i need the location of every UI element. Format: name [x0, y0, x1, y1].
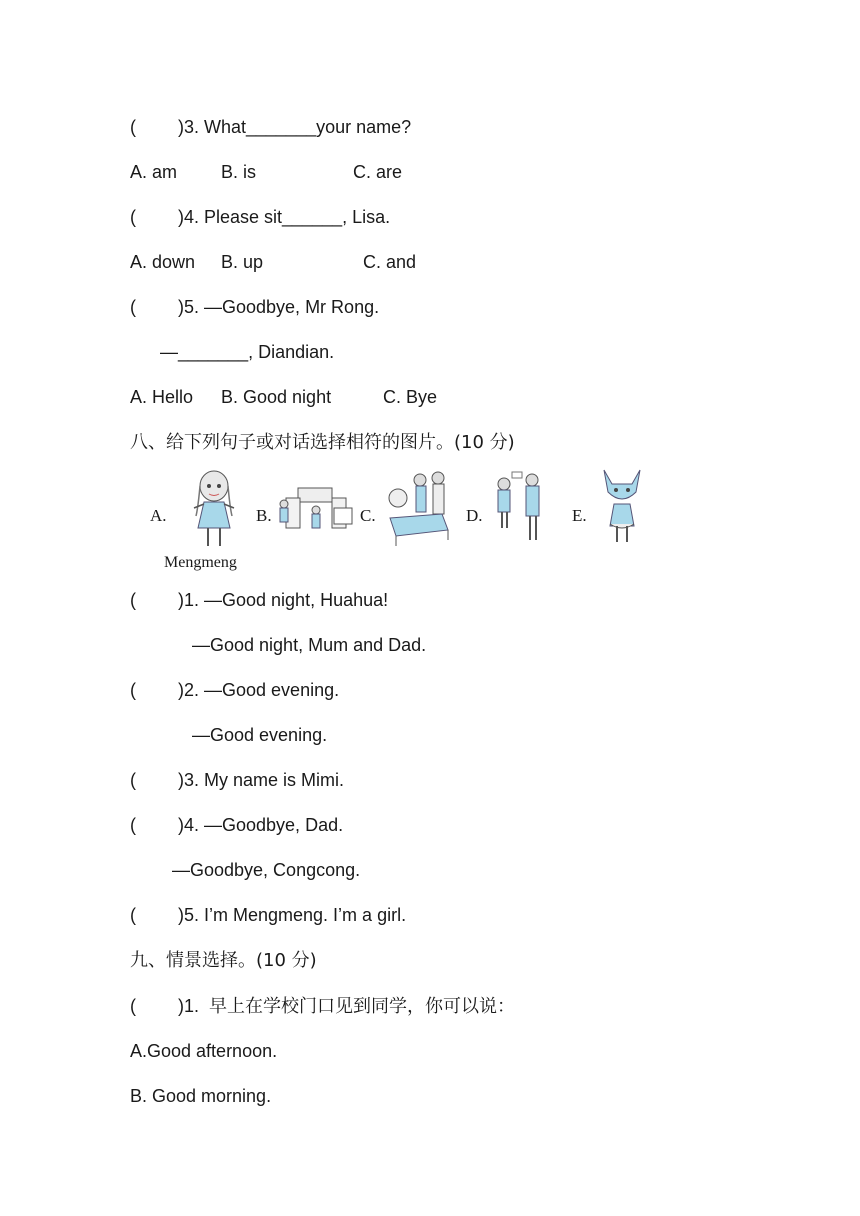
bedroom-picture [384, 468, 452, 548]
s8-question-1 [130, 588, 388, 612]
question-5-reply: —_______, Diandian. [160, 342, 335, 362]
picture-caption-a: Mengmeng [164, 554, 237, 571]
question-text: )2. —Good evening. [178, 680, 340, 700]
option-b: B. Good night [221, 387, 332, 407]
option-b: B. up [221, 252, 264, 272]
picture-label-b: B. [256, 506, 272, 525]
option-c: C. Bye [383, 387, 438, 407]
answer-paren[interactable]: ( [130, 770, 136, 790]
question-text: )3. My name is Mimi. [178, 770, 345, 790]
answer-paren[interactable]: ( [130, 905, 136, 925]
option-a: A. down [130, 252, 196, 272]
picture-label-c: C. [360, 506, 376, 525]
section-8-heading: 八、给下列句子或对话选择相符的图片。(10 分) [130, 432, 515, 453]
girl-picture [188, 468, 240, 552]
answer-paren[interactable]: ( [130, 996, 136, 1016]
cat-picture [598, 466, 646, 546]
question-text: )4. —Goodbye, Dad. [178, 815, 344, 835]
option-b: B. is [221, 162, 257, 182]
question-5 [130, 295, 379, 319]
answer-paren[interactable]: ( [130, 207, 136, 227]
question-text: )3. What_______your name? [178, 117, 412, 137]
parent-child-picture [492, 470, 548, 544]
picture-label-d: D. [466, 506, 483, 525]
option-c: C. are [353, 162, 403, 182]
s8-question-1-reply: —Good night, Mum and Dad. [192, 635, 427, 655]
s9-question-1 [130, 994, 515, 1018]
s9-option-a: A.Good afternoon. [130, 1041, 278, 1061]
section-9-heading: 九、情景选择。(10 分) [130, 950, 317, 971]
question-4 [130, 205, 390, 229]
picture-options [148, 466, 648, 576]
question-text: )4. Please sit______, Lisa. [178, 207, 391, 227]
school-gate-picture [278, 482, 354, 538]
question-text: )1. 早上在学校门口见到同学，你可以说： [178, 996, 516, 1016]
option-c: C. and [363, 252, 417, 272]
s8-question-4-reply: —Goodbye, Congcong. [172, 860, 361, 880]
option-a: A. am [130, 162, 178, 182]
question-text: )5. —Goodbye, Mr Rong. [178, 297, 380, 317]
question-text: )1. —Good night, Huahua! [178, 590, 389, 610]
option-a: A. Hello [130, 387, 194, 407]
question-3 [130, 115, 411, 139]
s8-question-2 [130, 678, 339, 702]
answer-paren[interactable]: ( [130, 117, 136, 137]
picture-label-e: E. [572, 506, 587, 525]
answer-paren[interactable]: ( [130, 297, 136, 317]
s9-option-b: B. Good morning. [130, 1086, 272, 1106]
question-text: )5. I’m Mengmeng. I’m a girl. [178, 905, 407, 925]
picture-label-a: A. [150, 506, 167, 525]
s8-question-5 [130, 903, 406, 927]
answer-paren[interactable]: ( [130, 590, 136, 610]
s8-question-2-reply: —Good evening. [192, 725, 328, 745]
s8-question-4 [130, 813, 343, 837]
answer-paren[interactable]: ( [130, 680, 136, 700]
answer-paren[interactable]: ( [130, 815, 136, 835]
s8-question-3 [130, 768, 344, 792]
